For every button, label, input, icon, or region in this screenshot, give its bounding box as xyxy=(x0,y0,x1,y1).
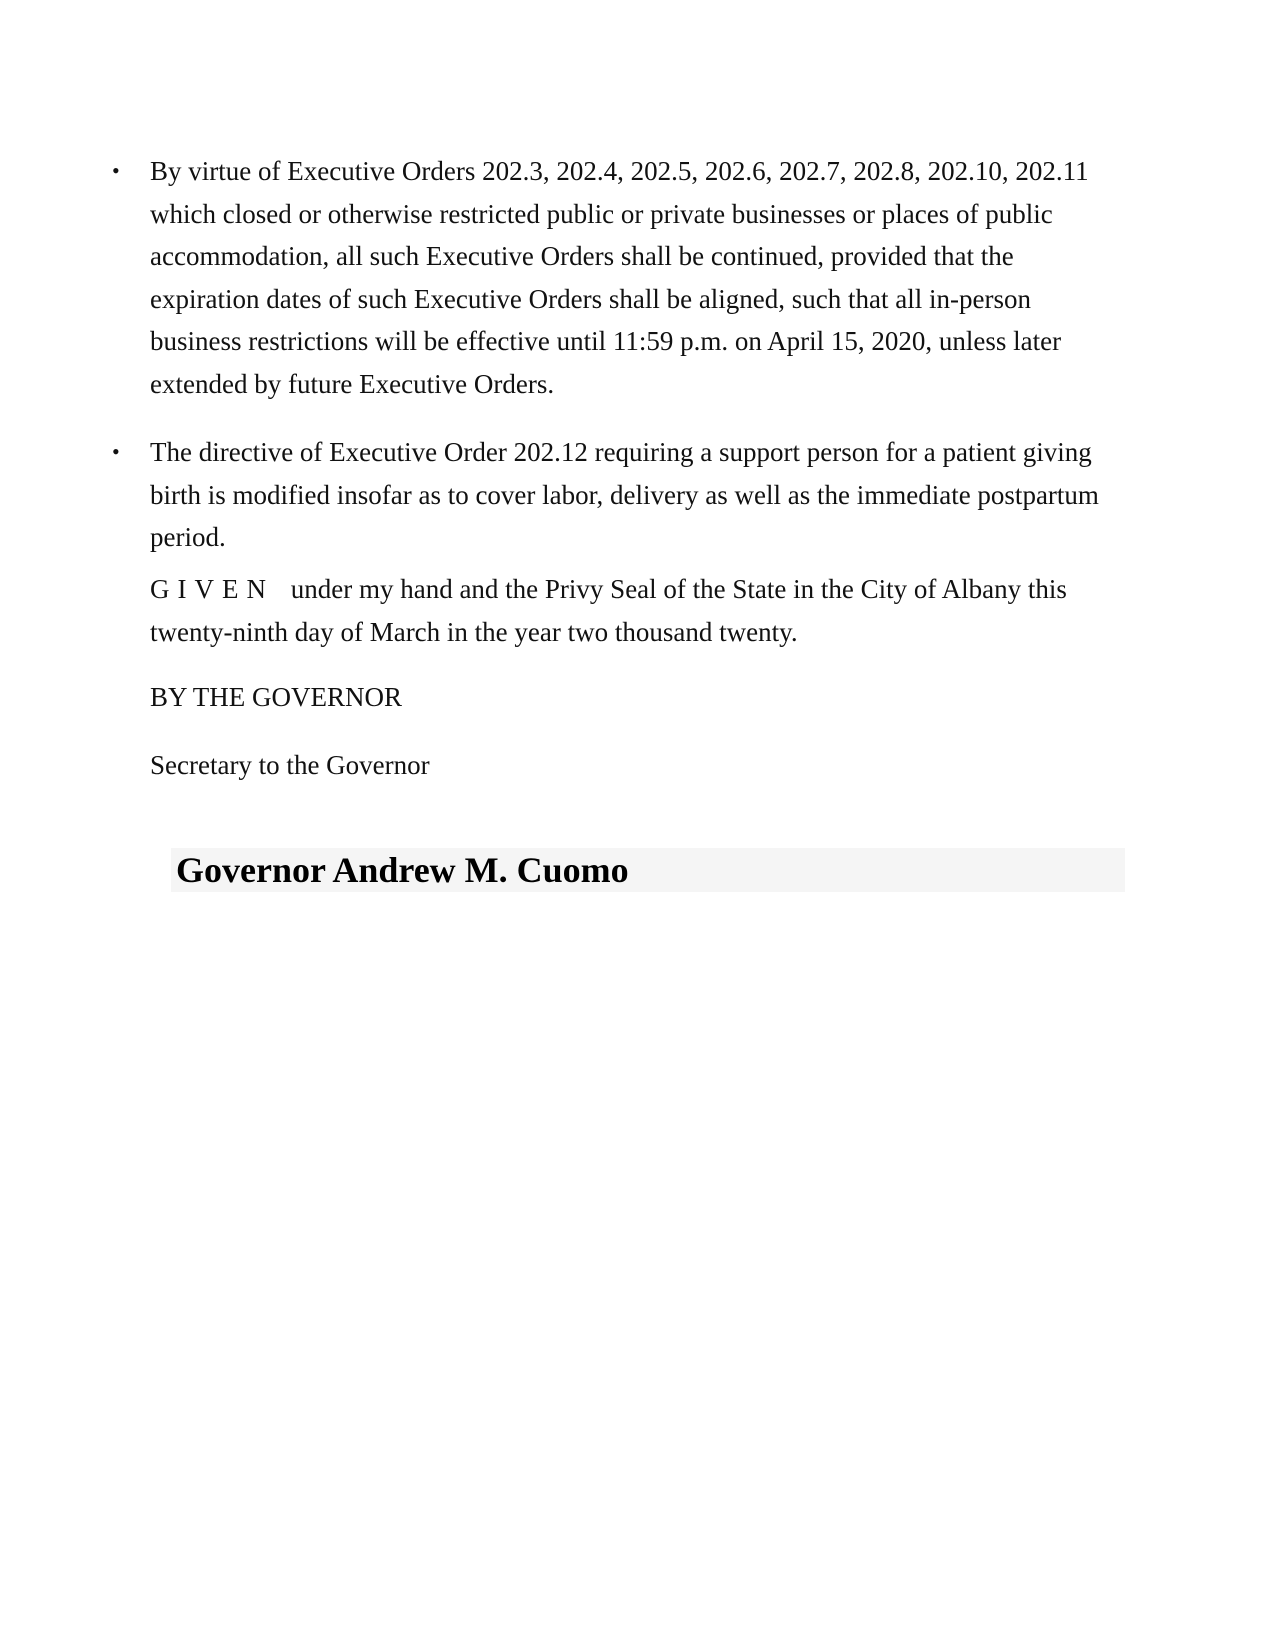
bullet-icon: • xyxy=(112,158,120,183)
bullet-text: The directive of Executive Order 202.12 requiring a support person for a patient giving birth is modified insofar as to cover labor, delivery as well as the immediate postpartum period. xyxy=(150,437,1099,552)
list-item xyxy=(104,150,1114,405)
bullet-icon: • xyxy=(112,439,120,464)
secretary-line: Secretary to the Governor xyxy=(150,750,430,780)
governor-signature-name: Governor Andrew M. Cuomo xyxy=(176,850,629,890)
given-word: GIVEN xyxy=(150,574,274,604)
given-text: under my hand and the Privy Seal of the State in the City of Albany this twenty-ninth day of March in the year two thousand twenty. xyxy=(150,574,1067,647)
directive-list xyxy=(104,150,1114,585)
given-paragraph xyxy=(150,568,1110,653)
list-item xyxy=(104,431,1114,559)
by-the-governor: BY THE GOVERNOR xyxy=(150,682,403,712)
bullet-text: By virtue of Executive Orders 202.3, 202.4, 202.5, 202.6, 202.7, 202.8, 202.10, 202.11 which closed or otherwise restricted public or private businesses or places of public accommodation, all such Executive Orders shall be continued, provided that the expiration dates of such Executive Orders shall be aligned, such that all in-person business restrictions will be effective until 11:59 p.m. on April 15, 2020, unless later extended by future Executive Orders. xyxy=(150,156,1089,399)
signature-block xyxy=(171,848,1125,892)
